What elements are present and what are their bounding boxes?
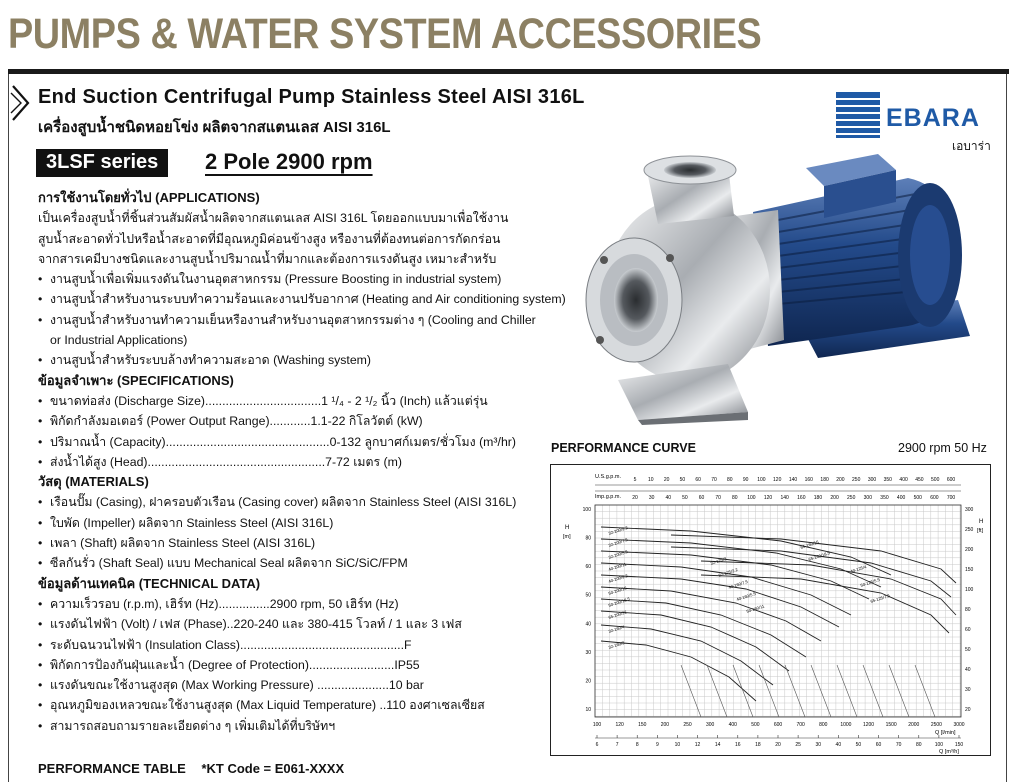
applications-intro-line: จากสารเคมีบางชนิดและงานสูบน้ำปริมาณน้ำที่มากและต้องการแรงดันสูง เหมาะสำหรับ [38,251,497,266]
materials-heading: วัสดุ (MATERIALS) [38,474,149,490]
curve-label: 32-200/7.5 [607,537,629,548]
pump-image [578,150,978,425]
performance-curve-label: PERFORMANCE CURVE [551,441,696,455]
materials-item: • ใบพัด (Impeller) ผลิตจาก Stainless Steel (AISI 316L) [38,513,558,533]
bottom-tick-label: 2000 [908,722,920,728]
top-tick-label: 30 [648,495,655,501]
bottom-tick-label: 700 [796,722,805,728]
technical-heading: ข้อมูลด้านเทคนิค (TECHNICAL DATA) [38,575,261,591]
performance-rpm-label: 2900 rpm 50 Hz [898,441,987,455]
left-tick-label: 80 [585,535,591,542]
performance-curve-svg [551,465,991,756]
bottom-tick-label: 14 [714,742,721,748]
top-tick-label: 70 [715,495,721,501]
applications-intro-line: สูบน้ำสะอาดทั่วไปหรือน้ำสะอาดที่มีอุณหภูมิค่อนข้างสูง หรืองานที่ต้องทนต่อการกัดกร่อน [38,231,501,246]
right-axis-label: H [979,519,984,525]
curve-label: 40-200/9.2 [607,573,629,584]
page-header-title: PUMPS & WATER SYSTEM ACCESSORIES [8,10,762,58]
kt-code-label: *KT Code = E061-XXXX [201,761,345,776]
bottom-tick-label: 20 [775,742,781,748]
top-tick-label: 400 [899,477,908,483]
applications-item: • งานสูบน้ำสำหรับงานระบบทำความร้อนและงานปรับอากาศ (Heating and Air conditioning system) [38,289,558,309]
top-tick-label: 60 [698,495,705,501]
ebara-logo-mark [836,92,880,138]
left-tick-label: 100 [582,507,591,513]
efficiency-line [837,665,857,717]
top-tick-label: 160 [797,495,806,501]
bottom-tick-label: 1200 [862,722,875,728]
curve-label: 50-200/18.5 [607,596,631,608]
top-tick-label: 500 [913,495,922,501]
plot-area-border [595,505,961,717]
materials-item: • เพลา (Shaft) ผลิตจาก Stainless Steel (AISI 316L) [38,533,558,553]
bottom-tick-label: 60 [875,742,882,748]
right-tick-label: 200 [965,547,974,553]
top-tick-label: 180 [813,495,823,501]
technical-item: • ระดับฉนวนไฟฟ้า (Insulation Class)................................................F [38,635,558,655]
bottom-tick-label: 200 [660,722,670,728]
efficiency-line [681,665,701,717]
right-tick-label: 250 [965,527,974,533]
top-tick-label: 60 [695,477,701,483]
left-tick-label: 60 [585,564,591,571]
top-tick-label: 20 [663,477,670,483]
curve-label: 32-200/9.2 [607,525,629,536]
bottom-tick-label: 30 [815,742,822,748]
performance-curve [601,611,789,671]
top-tick-label: 600 [946,477,956,483]
applications-item: • งานสูบน้ำเพื่อเพิ่มแรงดันในงานอุตสาหกรรม (Pressure Boosting in industrial system) [38,269,558,289]
curve-label: 65-200/22 [607,609,628,620]
left-tick-label: 40 [585,621,591,628]
top-tick-label: 300 [863,495,873,501]
ebara-logo [836,92,996,138]
top-tick-label: 180 [820,477,829,483]
top-scale-label: U.S.g.p.m. [595,474,621,480]
top-tick-label: 120 [763,495,773,501]
performance-curve-chart [550,464,991,756]
top-tick-label: 500 [931,477,940,483]
top-tick-label: 350 [880,495,889,501]
left-tick-label: 50 [585,592,591,599]
bottom-tick-label: 1500 [885,722,897,728]
efficiency-line [863,665,883,717]
top-tick-label: 700 [946,495,956,501]
bottom-axis-label: Q [m³/h] [939,749,959,755]
efficiency-line [759,665,779,717]
left-tick-label: 30 [585,649,591,656]
top-tick-label: 80 [732,495,738,501]
applications-heading: การใช้งานโดยทั่วไป (APPLICATIONS) [38,190,260,205]
materials-item: • ซีลกันรั่ว (Shaft Seal) แบบ Mechanical Seal ผลิตจาก SiC/SiC/FPM [38,553,558,573]
bottom-tick-label: 600 [773,722,783,728]
bottom-tick-label: 500 [751,722,760,728]
bottom-tick-label: 10 [674,742,681,748]
curve-label: 32-200/5.5 [607,549,629,560]
top-tick-label: 90 [742,477,749,483]
top-tick-label: 50 [679,477,686,483]
performance-table-label: PERFORMANCE TABLE [38,761,186,776]
technical-item: • แรงดันขณะใช้งานสูงสุด (Max Working Pressure) .....................10 bar [38,675,558,695]
right-tick-label: 30 [965,687,971,693]
specifications-heading: ข้อมูลจำเพาะ (SPECIFICATIONS) [38,372,234,388]
applications-intro-line: เป็นเครื่องสูบน้ำที่ชิ้นส่วนสัมผัสน้ำผลิตจากสแตนเลส AISI 316L โดยออกแบบมาเพื่อใช้งาน [38,211,509,226]
bottom-tick-label: 8 [635,742,639,748]
curve-label: 40-200/11 [607,561,627,572]
efficiency-line [889,665,909,717]
bottom-tick-label: 18 [755,742,761,748]
bottom-tick-label: 800 [819,722,828,728]
bottom-tick-label: 100 [592,722,602,728]
curve-label: 65-160/18.5 [807,550,831,562]
specifications-item: • ส่งน้ำได้สูง (Head)....................................................7-72 เมตร (m) [38,452,558,472]
specifications-item: • ขนาดท่อส่ง (Discharge Size)..................................1 ¹/₄ - 2 ¹/₂ นิ้ว (Inch) แล้วแต่รุ่น [38,391,558,411]
top-tick-label: 300 [867,477,877,483]
spec-content [38,188,566,736]
top-tick-label: 140 [788,477,798,483]
top-tick-label: 100 [747,495,756,501]
top-tick-label: 10 [648,477,654,483]
bottom-tick-label: 150 [638,722,647,728]
speed-label: 2 Pole 2900 rpm [205,149,373,174]
bottom-tick-label: 150 [954,742,964,748]
top-tick-label: 160 [804,477,813,483]
bottom-tick-label: 300 [705,722,715,728]
right-tick-label: 50 [965,647,971,653]
curve-label: 32-160/3 [607,640,626,650]
curve-label: 40-125/4 [849,564,868,574]
top-tick-label: 80 [727,477,733,483]
bottom-tick-label: 3000 [953,722,965,728]
curve-label: 32-160/4 [607,624,626,634]
bottom-tick-label: 16 [734,742,741,748]
top-tick-label: 400 [896,495,906,501]
right-tick-label: 80 [965,607,971,613]
right-tick-label: 40 [965,667,971,673]
bottom-tick-label: 12 [694,742,701,748]
technical-item: • แรงดันไฟฟ้า (Volt) / เฟส (Phase)..220-240 และ 380-415 โวลท์ / 1 และ 3 เฟส [38,614,558,634]
top-tick-label: 250 [852,477,861,483]
bottom-tick-label: 25 [795,742,801,748]
bottom-tick-label: 400 [728,722,737,728]
technical-item: • อุณหภูมิของเหลวขณะใช้งานสูงสุด (Max Liquid Temperature) ..110 องศาเซลเซียส [38,695,558,715]
bottom-tick-label: 9 [655,742,659,748]
performance-curve [601,625,773,685]
efficiency-line [785,665,805,717]
bottom-tick-label: 120 [615,722,624,728]
top-tick-label: 200 [830,495,839,501]
efficiency-line [707,665,727,717]
top-tick-label: 450 [915,477,924,483]
top-tick-label: 600 [930,495,939,501]
technical-item: • พิกัดการป้องกันฝุ่นและน้ำ (Degree of Protection).........................IP55 [38,655,558,675]
applications-item: • งานสูบน้ำสำหรับงานทำความเย็นหรืองานสำหรับงานอุตสาหกรรมต่าง ๆ (Cooling and Chiller [38,310,558,330]
bottom-axis-label: Q [l/min] [935,730,956,736]
curve-label: 65-125/7.5 [869,593,891,604]
bottom-tick-label: 6 [595,742,599,748]
materials-item: • เรือนปั๊ม (Casing), ฝาครอบตัวเรือน (Casing cover) ผลิตจาก Stainless Steel (AISI 316L) [38,492,558,512]
top-tick-label: 120 [773,477,782,483]
curve-label: 40-160/5.5 [735,591,757,602]
right-tick-label: 300 [965,507,974,513]
bottom-tick-label: 80 [915,742,922,748]
bottom-tick-label: 1000 [840,722,852,728]
top-tick-label: 70 [711,477,717,483]
curve-label: 32-125/2.2 [717,567,739,578]
left-tick-label: 10 [585,707,591,713]
top-tick-label: 50 [682,495,688,501]
bottom-tick-label: 2500 [930,722,942,728]
top-tick-label: 20 [632,495,638,501]
right-tick-label: 100 [965,587,974,593]
curve-label: 65-160/15 [799,539,820,550]
ebara-logo-text: EBARA [886,104,980,132]
product-subtitle-thai: เครื่องสูบน้ำชนิดหอยโข่ง ผลิตจากสแตนเลส AISI 316L [38,119,391,136]
bottom-tick-label: 50 [855,742,862,748]
bottom-tick-label: 40 [835,742,842,748]
applications-item: • งานสูบน้ำสำหรับระบบล้างทำความสะอาด (Washing system) [38,350,558,370]
footer [38,761,356,776]
specifications-item: • พิกัดกำลังมอเตอร์ (Power Output Range)............1.1-22 กิโลวัตต์ (kW) [38,411,558,431]
applications-item-continued: or Industrial Applications) [50,333,188,348]
left-axis-unit: [m] [563,534,571,540]
efficiency-line [733,665,753,717]
bottom-tick-label: 70 [895,742,902,748]
chevron-right-icon [10,84,32,122]
left-axis-label: H [565,525,570,531]
curve-label: 50-125/5.5 [859,577,881,588]
curve-label: 40-160/7.5 [727,579,749,590]
technical-item: • สามารถสอบถามรายละเอียดต่าง ๆ เพิ่มเติมได้ที่บริษัทฯ [38,716,558,736]
top-scale-label: Imp.g.p.m. [595,494,621,500]
right-tick-label: 20 [965,707,971,713]
right-tick-label: 60 [965,627,971,633]
top-tick-label: 200 [836,477,845,483]
efficiency-line [915,665,935,717]
top-tick-label: 5 [633,477,637,483]
curve-label: 50-200/15 [607,585,628,596]
bottom-tick-label: 100 [934,742,944,748]
top-tick-label: 140 [780,495,789,501]
bottom-tick-label: 250 [683,722,692,728]
curve-label: 32-125/3 [709,556,728,566]
right-tick-label: 150 [965,567,974,573]
specifications-item: • ปริมาณน้ำ (Capacity)................................................0-132 ลูกบาศก์เมตร/ชั่วโมง (m³/hr) [38,432,558,452]
brand-thai-name: เอบาร่า [952,139,991,153]
series-badge: 3LSF series [36,149,168,177]
performance-curve [601,587,821,641]
top-tick-label: 250 [847,495,856,501]
top-tick-label: 350 [883,477,892,483]
bottom-tick-label: 7 [615,742,619,748]
top-tick-label: 40 [665,495,672,501]
right-axis-unit: [ft] [977,528,984,534]
curve-label: 50-160/11 [745,603,765,614]
technical-item: • ความเร็วรอบ (r.p.m), เฮิร์ท (Hz)...............2900 rpm, 50 เฮิร์ท (Hz) [38,594,558,614]
product-title: End Suction Centrifugal Pump Stainless Steel AISI 316L [38,86,585,108]
left-tick-label: 20 [585,678,591,685]
top-tick-label: 100 [757,477,766,483]
